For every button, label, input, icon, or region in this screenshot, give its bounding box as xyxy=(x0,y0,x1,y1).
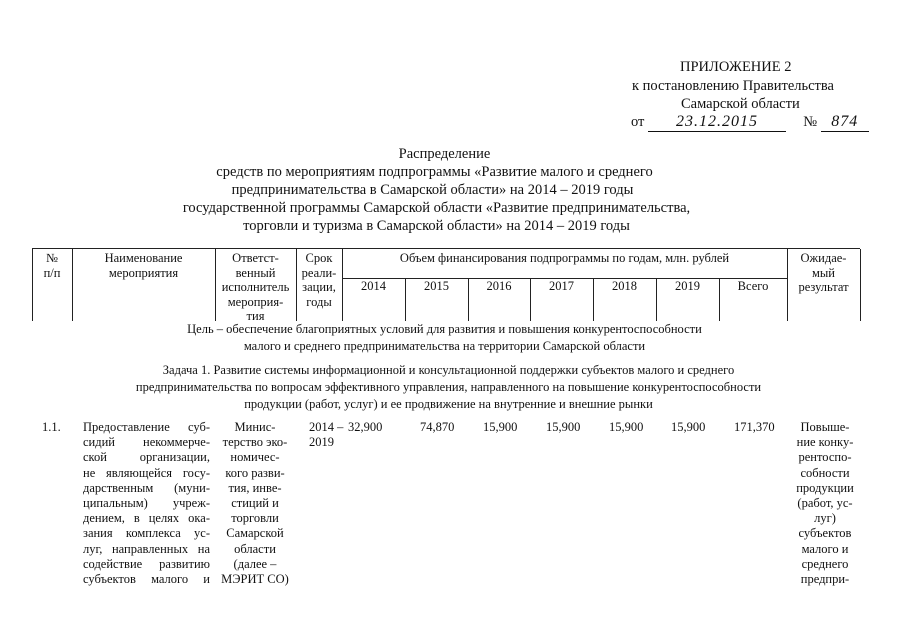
header-funding: Объем финансирования подпрограммы по годам, млн. рублей xyxy=(399,251,730,265)
document-title: Распределение xyxy=(398,146,491,162)
number-prefix: № xyxy=(803,114,818,130)
header-year-2018: 2018 xyxy=(612,279,637,293)
header-term: Срок реали- зации, годы xyxy=(301,251,337,309)
header-year-2016: 2016 xyxy=(486,279,512,293)
appendix-decree-line: к постановлению Правительства xyxy=(632,78,834,94)
appendix-date-row xyxy=(631,112,869,132)
header-name: Наименование мероприятия xyxy=(104,251,183,280)
title-line-5: торговли и туризма в Самарской области» на 2014 – 2019 годы xyxy=(243,218,630,234)
header-year-2017: 2017 xyxy=(549,279,574,293)
handwritten-date: 23.12.2015 xyxy=(648,112,786,132)
handwritten-number: 874 xyxy=(821,112,869,132)
header-total: Всего xyxy=(737,279,769,293)
table-header xyxy=(32,248,860,321)
row-term: 2014 – 2019 xyxy=(309,420,344,450)
row-value-2017: 15,900 xyxy=(546,420,581,434)
row-value-2014: 32,900 xyxy=(348,420,383,434)
row-value-total: 171,370 xyxy=(734,420,775,434)
header-year-2015: 2015 xyxy=(424,279,449,293)
row-number: 1.1. xyxy=(42,420,61,434)
row-value-2018: 15,900 xyxy=(609,420,644,434)
header-result: Ожидае- мый результат xyxy=(798,251,849,294)
title-line-3: предпринимательства в Самарской области» на 2014 – 2019 годы xyxy=(231,182,634,198)
task-line-1: Задача 1. Развитие системы информационной и консультационной поддержки субъектов малого и среднего xyxy=(162,363,735,377)
date-prefix: от xyxy=(631,114,645,130)
row-value-2015: 74,870 xyxy=(420,420,455,434)
header-executor: Ответст- венный исполнитель мероприя- тия xyxy=(221,251,290,323)
header-num: № п/п xyxy=(43,251,61,280)
header-year-2014: 2014 xyxy=(361,279,386,293)
row-result: Повыше- ние конку- рентоспо- собности продукции (работ, ус- луг) субъектов малого и среднего предпри- xyxy=(796,420,854,587)
row-name: Предоставление суб- сидий некоммерче- ской организации, не являющейся госу- дарственным (муни- ципальным) учреж- дением, в целях ока- зания комплекса ус- луг, направленных на содействие развитию субъектов малого и xyxy=(83,420,210,587)
row-executor: Минис- терство эко- номичес- кого разви- тия, инве- стиций и торговли Самарской области (далее – МЭРИТ СО) xyxy=(221,420,289,587)
appendix-region-line: Самарской области xyxy=(681,96,800,112)
goal-line-1: Цель – обеспечение благоприятных условий для развития и повышения конкурентоспособности xyxy=(187,322,702,336)
task-line-3: продукции (работ, услуг) и ее продвижение на внутренние и внешние рынки xyxy=(244,397,653,411)
appendix-title: ПРИЛОЖЕНИЕ 2 xyxy=(680,59,792,75)
task-line-2: предпринимательства по вопросам эффективного управления, направленного на повышение конкурентоспособности xyxy=(135,380,762,394)
title-line-2: средств по мероприятиям подпрограммы «Развитие малого и среднего xyxy=(216,164,653,180)
header-year-2019: 2019 xyxy=(675,279,700,293)
row-value-2016: 15,900 xyxy=(483,420,518,434)
goal-line-2: малого и среднего предпринимательства на территории Самарской области xyxy=(243,339,646,353)
title-line-4: государственной программы Самарской области «Развитие предпринимательства, xyxy=(182,200,691,216)
row-value-2019: 15,900 xyxy=(671,420,706,434)
